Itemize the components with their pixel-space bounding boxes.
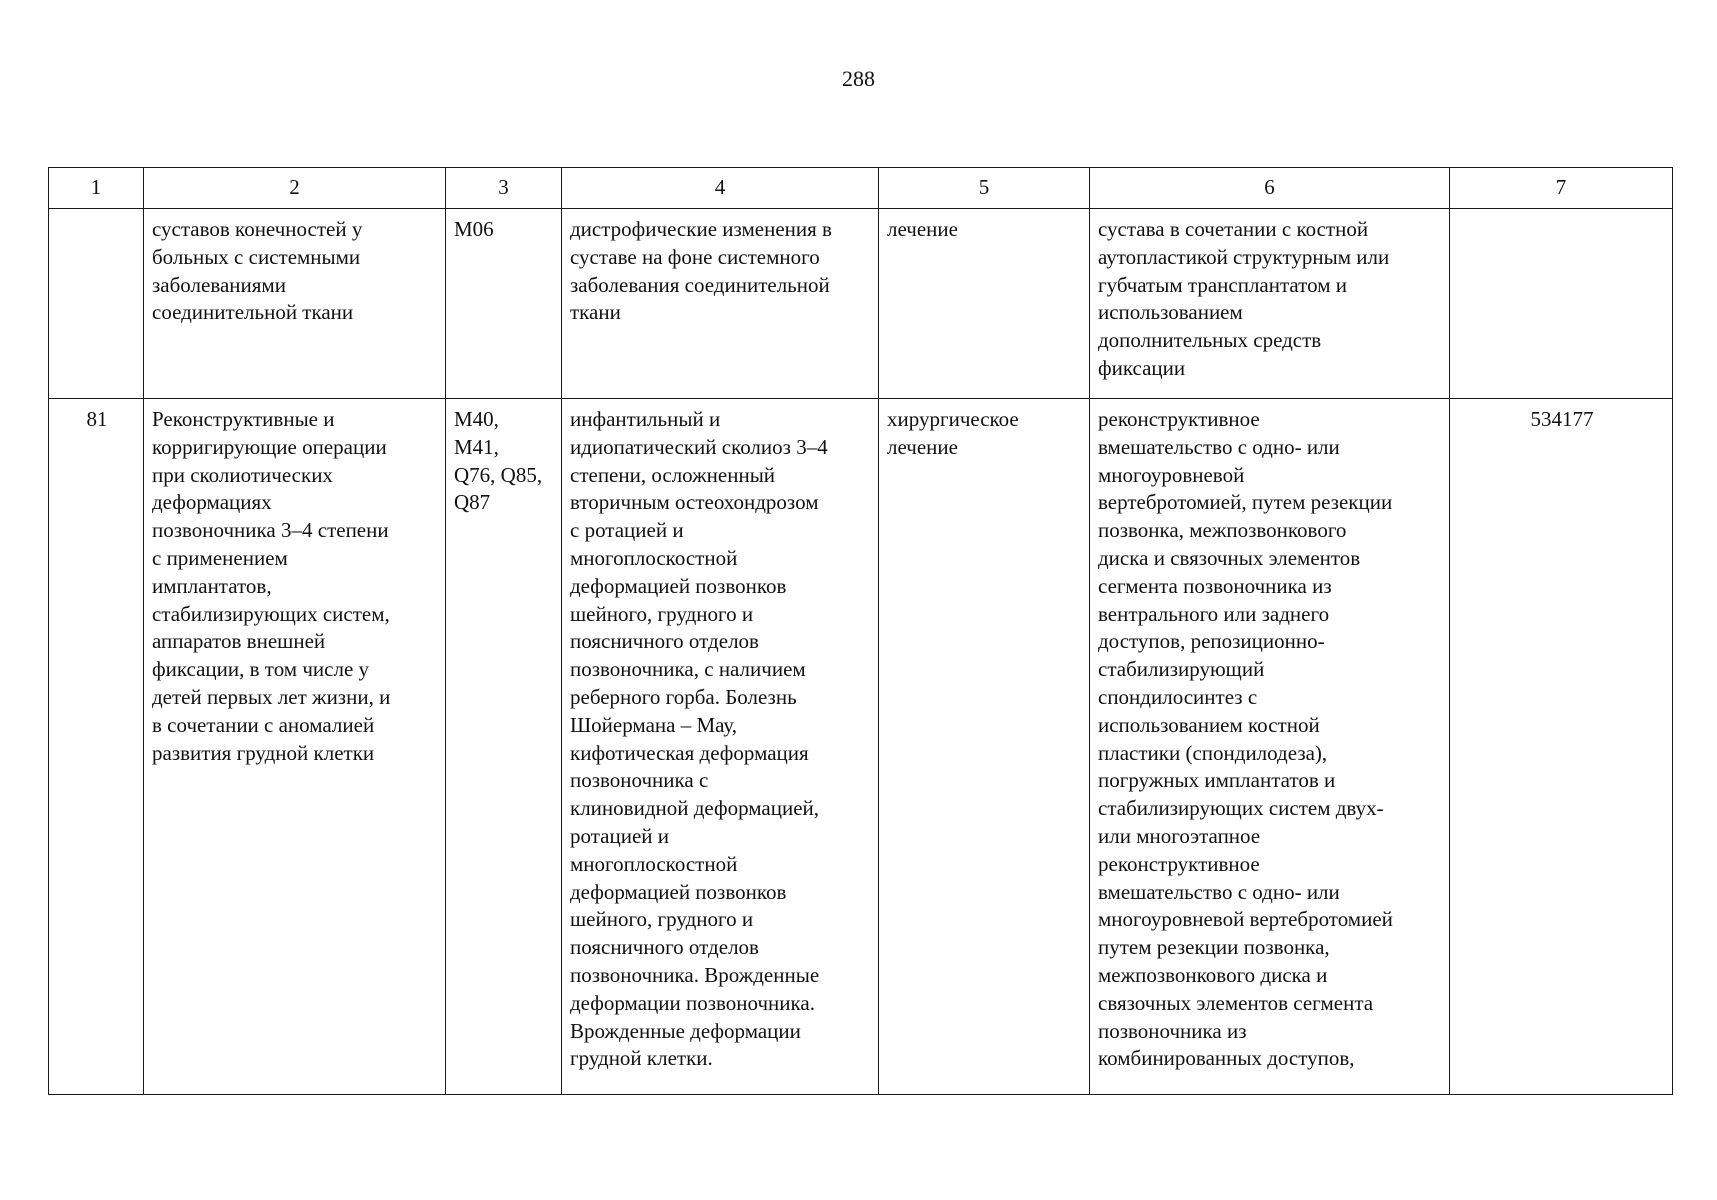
cell-text-line: заболевания соединительной [570, 272, 830, 297]
cost-cell [1450, 209, 1673, 399]
cell-text-line: корригирующие операции [152, 434, 387, 459]
cell-text-line: деформации позвоночника. [570, 990, 815, 1015]
column-header-4: 4 [562, 168, 879, 209]
cell-text-line: аппаратов внешней [152, 629, 326, 654]
cell-text-line: имплантатов, [152, 573, 272, 598]
cell-text-line: шейного, грудного и [570, 601, 754, 626]
table-row-81 [49, 399, 1673, 1095]
cell-text-line: спондилосинтез с [1098, 684, 1258, 709]
cell-text-line: многоплоскостной [570, 851, 738, 876]
treatment-method-cell [1090, 209, 1450, 399]
cell-text-line: позвоночника из [1098, 1018, 1247, 1043]
cell-text-line: Q76, Q85, [454, 462, 543, 487]
cell-text-line: соединительной ткани [152, 300, 354, 325]
cell-text-line: реконструктивное [1098, 851, 1260, 876]
cell-text-line: фиксации, в том числе у [152, 657, 370, 682]
cell-text-line: заболеваниями [152, 272, 286, 297]
cell-text-line: клиновидной деформацией, [570, 796, 820, 821]
cell-text-line: инфантильный и [570, 407, 721, 431]
cell-text-line: позвоночника, с наличием [570, 657, 806, 682]
procedures-table [48, 167, 1673, 1095]
icd-code-cell [446, 399, 562, 1095]
column-header-7: 7 [1450, 168, 1673, 209]
cell-text-line: диска и связочных элементов [1098, 545, 1361, 570]
cell-text-line: многоуровневой вертебротомией [1098, 907, 1393, 932]
treatment-type-cell [879, 209, 1090, 399]
cell-text-line: многоплоскостной [570, 545, 738, 570]
cell-text-line: шейного, грудного и [570, 907, 754, 932]
patient-model-cell [562, 209, 879, 399]
cell-text-line: Врожденные деформации [570, 1018, 801, 1043]
icd-code-cell [446, 209, 562, 399]
cell-text-line: 81 [86, 407, 108, 431]
cell-text-line: кифотическая деформация [570, 740, 809, 765]
cell-text-line: суставов конечностей у [152, 217, 363, 241]
cell-text-line: фиксации [1098, 355, 1186, 380]
cell-text-line: вертебротомией, путем резекции [1098, 490, 1393, 515]
cell-text-line: Q87 [454, 490, 491, 515]
cell-text-line: сустава в сочетании с костной [1098, 217, 1369, 241]
cell-text-line: пластики (спондилодеза), [1098, 740, 1328, 765]
cell-text-line: позвоночника с [570, 768, 709, 793]
cell-text-line: деформацией позвонков [570, 879, 787, 904]
cell-text-line: межпозвонкового диска и [1098, 962, 1328, 987]
cell-text-line: хирургическое [887, 407, 1019, 431]
cell-text-line: 534177 [1530, 407, 1594, 431]
cell-text-line: лечение [887, 434, 958, 459]
row-number-cell [49, 209, 144, 399]
cell-text-line: Шойермана – Мау, [570, 712, 738, 737]
column-header-3: 3 [446, 168, 562, 209]
cell-text-line: доступов, репозиционно- [1098, 629, 1325, 654]
cell-text-line: грудной клетки. [570, 1046, 713, 1071]
cell-text-line: М41, [454, 434, 499, 459]
cell-text-line: или многоэтапное [1098, 823, 1261, 848]
cell-text-line: сегмента позвоночника из [1098, 573, 1332, 598]
cell-text-line: многоуровневой [1098, 462, 1245, 487]
cell-text-line: деформациях [152, 490, 272, 515]
cell-text-line: М40, [454, 407, 499, 431]
cell-text-line: реберного горба. Болезнь [570, 684, 797, 709]
cell-text-line: ткани [570, 300, 621, 325]
cell-text-line: лечение [887, 217, 958, 241]
treatment-type-cell [879, 399, 1090, 1095]
cell-text-line: с ротацией и [570, 518, 684, 543]
cell-text-line: М06 [454, 217, 494, 241]
cell-text-line: губчатым трансплантатом и [1098, 272, 1347, 297]
cell-text-line: позвонка, межпозвонкового [1098, 518, 1347, 543]
cell-text-line: идиопатический сколиоз 3–4 [570, 434, 828, 459]
cell-text-line: вторичным остеохондрозом [570, 490, 819, 515]
procedure-name-cell [144, 399, 446, 1095]
cell-text-line: поясничного отделов [570, 629, 759, 654]
column-header-6: 6 [1090, 168, 1450, 209]
cell-text-line: ротацией и [570, 823, 670, 848]
cell-text-line: с применением [152, 545, 288, 570]
cell-text-line: суставе на фоне системного [570, 244, 820, 269]
cell-text-line: комбинированных доступов, [1098, 1046, 1355, 1071]
cell-text-line: путем резекции позвонка, [1098, 935, 1330, 960]
cell-text-line: аутопластикой структурным или [1098, 244, 1390, 269]
cell-text-line: дистрофические изменения в [570, 217, 832, 241]
cell-text-line: вмешательство с одно- или [1098, 434, 1340, 459]
cell-text-line: реконструктивное [1098, 407, 1260, 431]
column-header-5: 5 [879, 168, 1090, 209]
table-row-continuation [49, 209, 1673, 399]
cell-text-line: Реконструктивные и [152, 407, 335, 431]
cell-text-line: позвоночника. Врожденные [570, 962, 820, 987]
cell-text-line: степени, осложненный [570, 462, 776, 487]
page-number: 288 [842, 66, 875, 91]
cell-text-line: детей первых лет жизни, и [152, 684, 391, 709]
cost-cell [1450, 399, 1673, 1095]
cell-text-line: стабилизирующих систем, [152, 601, 390, 626]
cell-text-line: дополнительных средств [1098, 328, 1322, 353]
cell-text-line: больных с системными [152, 244, 361, 269]
cell-text-line: погружных имплантатов и [1098, 768, 1336, 793]
procedure-name-cell [144, 209, 446, 399]
cell-text-line: вмешательство с одно- или [1098, 879, 1340, 904]
row-number-cell [49, 399, 144, 1095]
table-header-row [49, 168, 1673, 209]
cell-text-line: при сколиотических [152, 462, 333, 487]
cell-text-line: в сочетании с аномалией [152, 712, 375, 737]
patient-model-cell [562, 399, 879, 1095]
treatment-method-cell [1090, 399, 1450, 1095]
cell-text-line: вентрального или заднего [1098, 601, 1330, 626]
column-header-2: 2 [144, 168, 446, 209]
cell-text-line: позвоночника 3–4 степени [152, 518, 389, 543]
cell-text-line: поясничного отделов [570, 935, 759, 960]
cell-text-line: развития грудной клетки [152, 740, 375, 765]
cell-text-line: связочных элементов сегмента [1098, 990, 1374, 1015]
cell-text-line: использованием [1098, 300, 1243, 325]
cell-text-line: использованием костной [1098, 712, 1320, 737]
column-header-1: 1 [49, 168, 144, 209]
cell-text-line: деформацией позвонков [570, 573, 787, 598]
cell-text-line: стабилизирующих систем двух- [1098, 796, 1384, 821]
cell-text-line: стабилизирующий [1098, 657, 1265, 682]
